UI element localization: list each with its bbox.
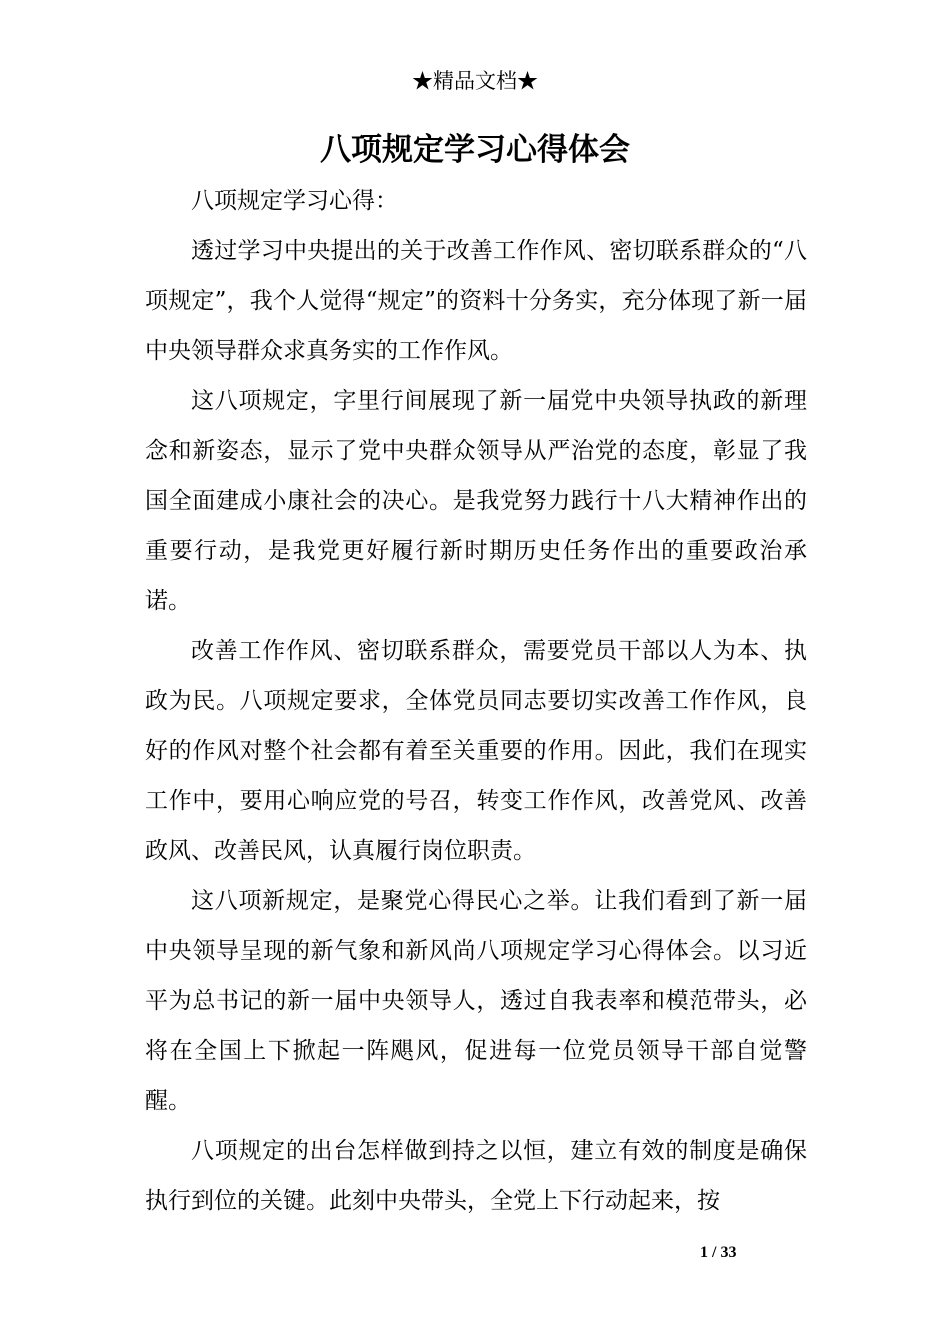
document-body xyxy=(145,176,807,1226)
document-banner: ★精品文档★ xyxy=(412,69,538,93)
paragraph: 透过学习中央提出的关于改善工作作风、密切联系群众的“八项规定”，我个人觉得“规定”的资料十分务实，充分体现了新一届中央领导群众求真务实的工作作风。 xyxy=(145,238,807,364)
paragraph: 八项规定学习心得： xyxy=(191,188,398,214)
paragraph: 这八项新规定，是聚党心得民心之举。让我们看到了新一届中央领导呈现的新气象和新风尚八项规定学习心得体会。以习近平为总书记的新一届中央领导人，透过自我表率和模范带头，必将在全国上下掀起一阵飓风，促进每一位党员领导干部自觉警醒。 xyxy=(145,888,807,1114)
page-number: 1 / 33 xyxy=(700,1244,737,1261)
paragraph: 这八项规定，字里行间展现了新一届党中央领导执政的新理念和新姿态，显示了党中央群众领导从严治党的态度，彰显了我国全面建成小康社会的决心。是我党努力践行十八大精神作出的重要行动，是我党更好履行新时期历史任务作出的重要政治承诺。 xyxy=(145,388,807,614)
paragraph: 改善工作作风、密切联系群众，需要党员干部以人为本、执政为民。八项规定要求，全体党员同志要切实改善工作作风，良好的作风对整个社会都有着至关重要的作用。因此，我们在现实工作中，要用心响应党的号召，转变工作作风，改善党风、改善政风、改善民风，认真履行岗位职责。 xyxy=(145,638,807,864)
document-title: 八项规定学习心得体会 xyxy=(320,132,630,168)
paragraph: 八项规定的出台怎样做到持之以恒，建立有效的制度是确保执行到位的关键。此刻中央带头，全党上下行动起来，按 xyxy=(145,1138,807,1214)
